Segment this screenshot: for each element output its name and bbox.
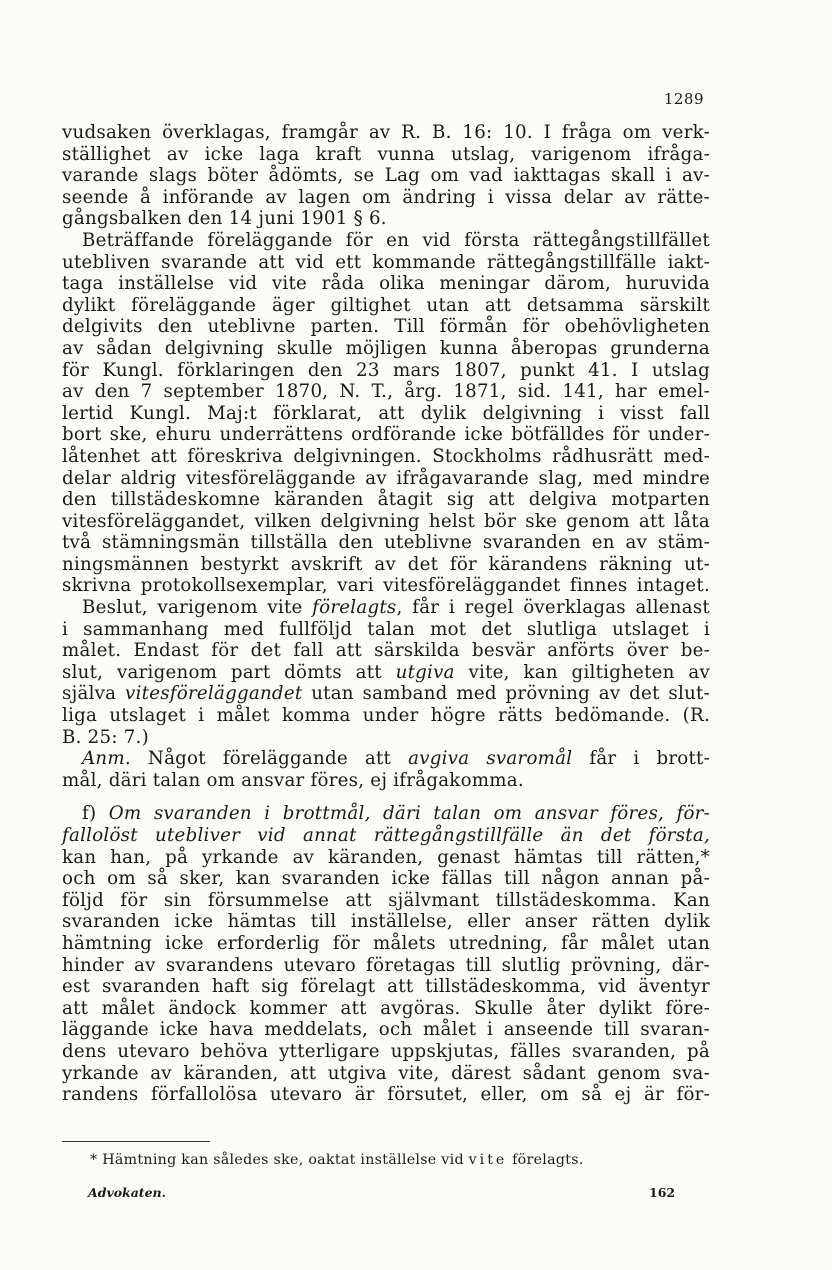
- text-line: i sammanhang med fullföljd talan mot det slutliga utslaget i: [62, 618, 710, 640]
- text-line: mål, däri talan om ansvar föres, ej ifrågakomma.: [62, 769, 524, 791]
- text-line: ställighet av icke laga kraft vunna utslag, varigenom ifråga-: [62, 143, 710, 165]
- text-line: bort ske, ehuru underrättens ordförande icke bötfälldes för under-: [62, 424, 710, 446]
- section-label: f): [82, 803, 109, 825]
- text-line: delgivits den uteblivne parten. Till förmån för obehövligheten: [62, 316, 710, 338]
- text-line: gångsbalken den 14 juni 1901 § 6.: [62, 208, 387, 230]
- page-number: 1289: [663, 90, 704, 108]
- text-line: Beträffande föreläggande för en vid första rättegångstillfället: [82, 229, 710, 251]
- paragraph: [62, 597, 710, 748]
- text-line: B. 25: 7.): [62, 726, 149, 748]
- italic-term: vitesföreläggandet: [125, 683, 303, 705]
- text-span: själva: [62, 683, 126, 705]
- footnote-text: förelagts.: [512, 1152, 584, 1168]
- footnote-rule: [62, 1141, 210, 1142]
- note-paragraph: [62, 748, 710, 791]
- text-line: [62, 597, 710, 619]
- footnote-text: * Hämtning kan således ske, oaktat inställelse vid: [90, 1152, 464, 1168]
- text-span: vite, kan giltigheten av: [454, 661, 710, 683]
- text-line: för Kungl. förklaringen den 23 mars 1807, punkt 41. I utslag: [62, 359, 710, 381]
- italic-term: utgiva: [395, 661, 455, 683]
- text-line: skrivna protokollsexemplar, vari vitesföreläggandet finnes intaget.: [62, 575, 710, 597]
- text-line: est svaranden haft sig förelagt att tillstädeskomma, vid äventyr: [62, 976, 710, 998]
- text-line: två stämningsmän tillställa den uteblivne svaranden en av stäm-: [62, 532, 710, 554]
- text-line: lertid Kungl. Maj:t förklarat, att dylik delgivning i visst fall: [62, 402, 710, 424]
- text-line: den tillstädeskomne käranden åtagit sig att delgiva motparten: [62, 489, 710, 511]
- text-line: vudsaken överklagas, framgår av R. B. 16: 10. I fråga om verk-: [62, 122, 710, 143]
- text-span: utan samband med prövning av det slut-: [302, 683, 710, 705]
- text-span: slut, varigenom part dömts att: [62, 661, 396, 683]
- italic-heading: Om svaranden i brottmål, däri talan om ansvar föres, för-: [108, 803, 711, 825]
- text-line: och om så sker, kan svaranden icke fällas till någon annan på-: [62, 868, 710, 890]
- signature-number: 162: [649, 1185, 676, 1200]
- text-line: av sådan delgivning skulle möjligen kunna åberopas grunderna: [62, 337, 710, 359]
- note-label: Anm.: [82, 748, 131, 770]
- text-span: får i brott-: [572, 748, 710, 770]
- text-line: [62, 803, 710, 825]
- text-line: [62, 662, 710, 684]
- text-line: kan han, på yrkande av käranden, genast hämtas till rätten,*: [62, 846, 710, 868]
- paragraph: [62, 230, 710, 597]
- text-line: av den 7 september 1870, N. T., årg. 1871, sid. 141, har emel-: [62, 381, 710, 403]
- text-line: målet. Endast för det fall att särskilda besvär anförts över be-: [62, 640, 710, 662]
- text-line: utebliven svarande att vid ett kommande rättegångstillfälle iakt-: [62, 251, 710, 273]
- text-line: dylikt föreläggande äger giltighet utan att detsamma särskilt: [62, 294, 710, 316]
- italic-term: avgiva svaromål: [408, 748, 573, 770]
- italic-term: förelagts: [312, 597, 397, 619]
- text-line: hämtning icke erforderlig för målets utredning, får målet utan: [62, 932, 710, 954]
- text-line: taga inställelse vid vite råda olika meningar därom, huruvida: [62, 273, 710, 295]
- text-line: [62, 683, 710, 705]
- text-line: delar aldrig vitesföreläggande av ifrågavarande slag, med mindre: [62, 467, 710, 489]
- text-line: att målet ändock kommer att avgöras. Skulle åter dylikt före-: [62, 997, 710, 1019]
- text-line: låtenhet att föreskriva delgivningen. Stockholms rådhusrätt med-: [62, 445, 710, 467]
- text-line: liga utslaget i målet komma under högre rätts bedömande. (R.: [62, 705, 710, 727]
- footnote: [90, 1152, 584, 1168]
- text-line: läggande icke hava meddelats, och målet i anseende till svaran-: [62, 1019, 710, 1041]
- text-line: [62, 748, 710, 770]
- text-line: hinder av svarandens utevaro företagas till slutlig prövning, där-: [62, 954, 710, 976]
- text-span: , får i regel överklagas allenast: [396, 597, 710, 619]
- text-line: seende å införande av lagen om ändring i vissa delar av rätte-: [62, 186, 710, 208]
- text-line: yrkande av käranden, att utgiva vite, därest sådant genom sva-: [62, 1062, 710, 1084]
- text-line: [62, 825, 710, 847]
- signature-title: Advokaten.: [88, 1185, 166, 1200]
- text-line: följd för sin försummelse att självmant tillstädeskomma. Kan: [62, 889, 710, 911]
- paragraph: [62, 122, 710, 230]
- text-line: ningsmännen bestyrkt avskrift av det för kärandens räkning ut-: [62, 553, 710, 575]
- text-span: Något föreläggande att: [130, 748, 409, 770]
- text-line: dens utevaro behöva ytterligare uppskjutas, fälles svaranden, på: [62, 1040, 710, 1062]
- text-line: randens förfallolösa utevaro är försutet, eller, om så ej är för-: [62, 1084, 710, 1106]
- text-line: svaranden icke hämtas till inställelse, eller anser rätten dylik: [62, 911, 710, 933]
- footnote-spaced-word: vite: [468, 1152, 508, 1168]
- italic-heading: fallolöst utebliver vid annat rättegångstillfälle än det första,: [62, 825, 710, 846]
- text-span: Beslut, varigenom vite: [82, 597, 313, 619]
- text-line: vitesföreläggandet, vilken delgivning helst bör ske genom att låta: [62, 510, 710, 532]
- section-f: [62, 803, 710, 1105]
- body-text: [62, 122, 710, 1106]
- text-line: varande slags böter ådömts, se Lag om vad iakttagas skall i av-: [62, 165, 710, 187]
